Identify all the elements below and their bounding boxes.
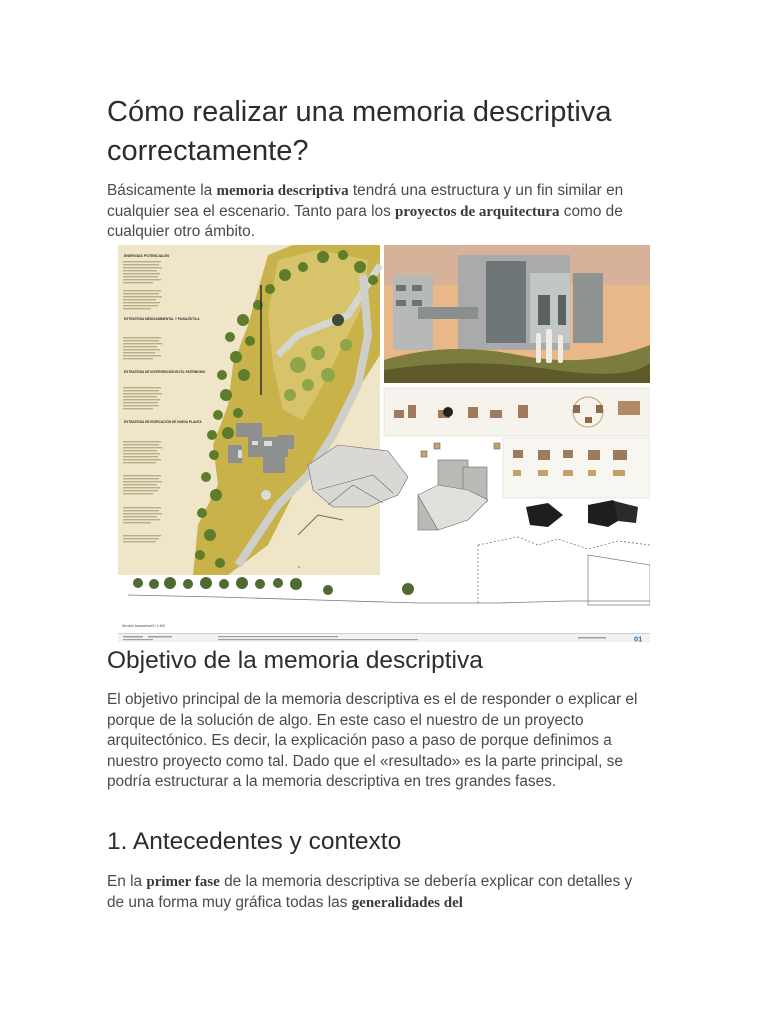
intro-text-3: como de cualquier otro ámbito.	[107, 202, 623, 241]
antecedentes-bold-1: primer fase	[146, 874, 220, 890]
poster-heading: ESTRATEGIA DE EDIFICACIÓN DE NUEVA PLANTA	[124, 420, 202, 424]
section-heading-antecedentes: 1. Antecedentes y contexto	[107, 828, 402, 855]
intro-text-1: Básicamente la	[107, 182, 217, 199]
intro-text-2: tendrá una estructura y un fin similar en cualquier sea el escenario. Tanto para los	[107, 182, 624, 220]
antecedentes-text-1: En la	[107, 873, 147, 890]
objective-paragraph: El objetivo principal de la memoria descriptiva es el de responder o explicar el porque de la solución de algo. En este caso el nuestro de un proyecto arquitectónico. Es decir, la explicación paso a paso de porque definimos a nuestro proyecto como tal. Dado que el «resultado» es la parte principal, se podría estructurar a la memoria descriptiva en tres grandes fases.	[107, 691, 638, 791]
intro-paragraph	[107, 181, 652, 243]
poster-heading: ENERGÍAS POTENCIALES	[124, 254, 170, 258]
section-heading-objetivo: Objetivo de la memoria descriptiva	[107, 647, 483, 674]
section-label: Sección transversal E: 1:400	[122, 624, 166, 628]
poster-heading: ESTRATEGIA MEDIOAMBIENTAL Y PAISAJÍSTICA	[124, 317, 200, 321]
svg-text:N: N	[298, 565, 301, 569]
render-image	[384, 245, 650, 383]
antecedentes-bold-2: generalidades del	[351, 894, 463, 911]
antecedentes-paragraph	[107, 872, 652, 913]
intro-bold-1: memoria descriptiva	[216, 183, 349, 199]
intro-bold-2: proyectos de arquitectura	[395, 203, 560, 220]
page-title: Cómo realizar una memoria descriptiva correctamente?	[107, 96, 612, 167]
sheet-number: 01	[634, 634, 643, 642]
diagram-strip	[384, 388, 650, 436]
architecture-poster-image	[118, 245, 650, 642]
poster-heading: ESTRATEGIA DE INTERVENCIÓN EN EL PATRIMONIO	[124, 370, 206, 374]
antecedentes-text-2: de la memoria descriptiva se debería explicar con detalles y de una forma muy gráfica todas las	[107, 873, 633, 911]
